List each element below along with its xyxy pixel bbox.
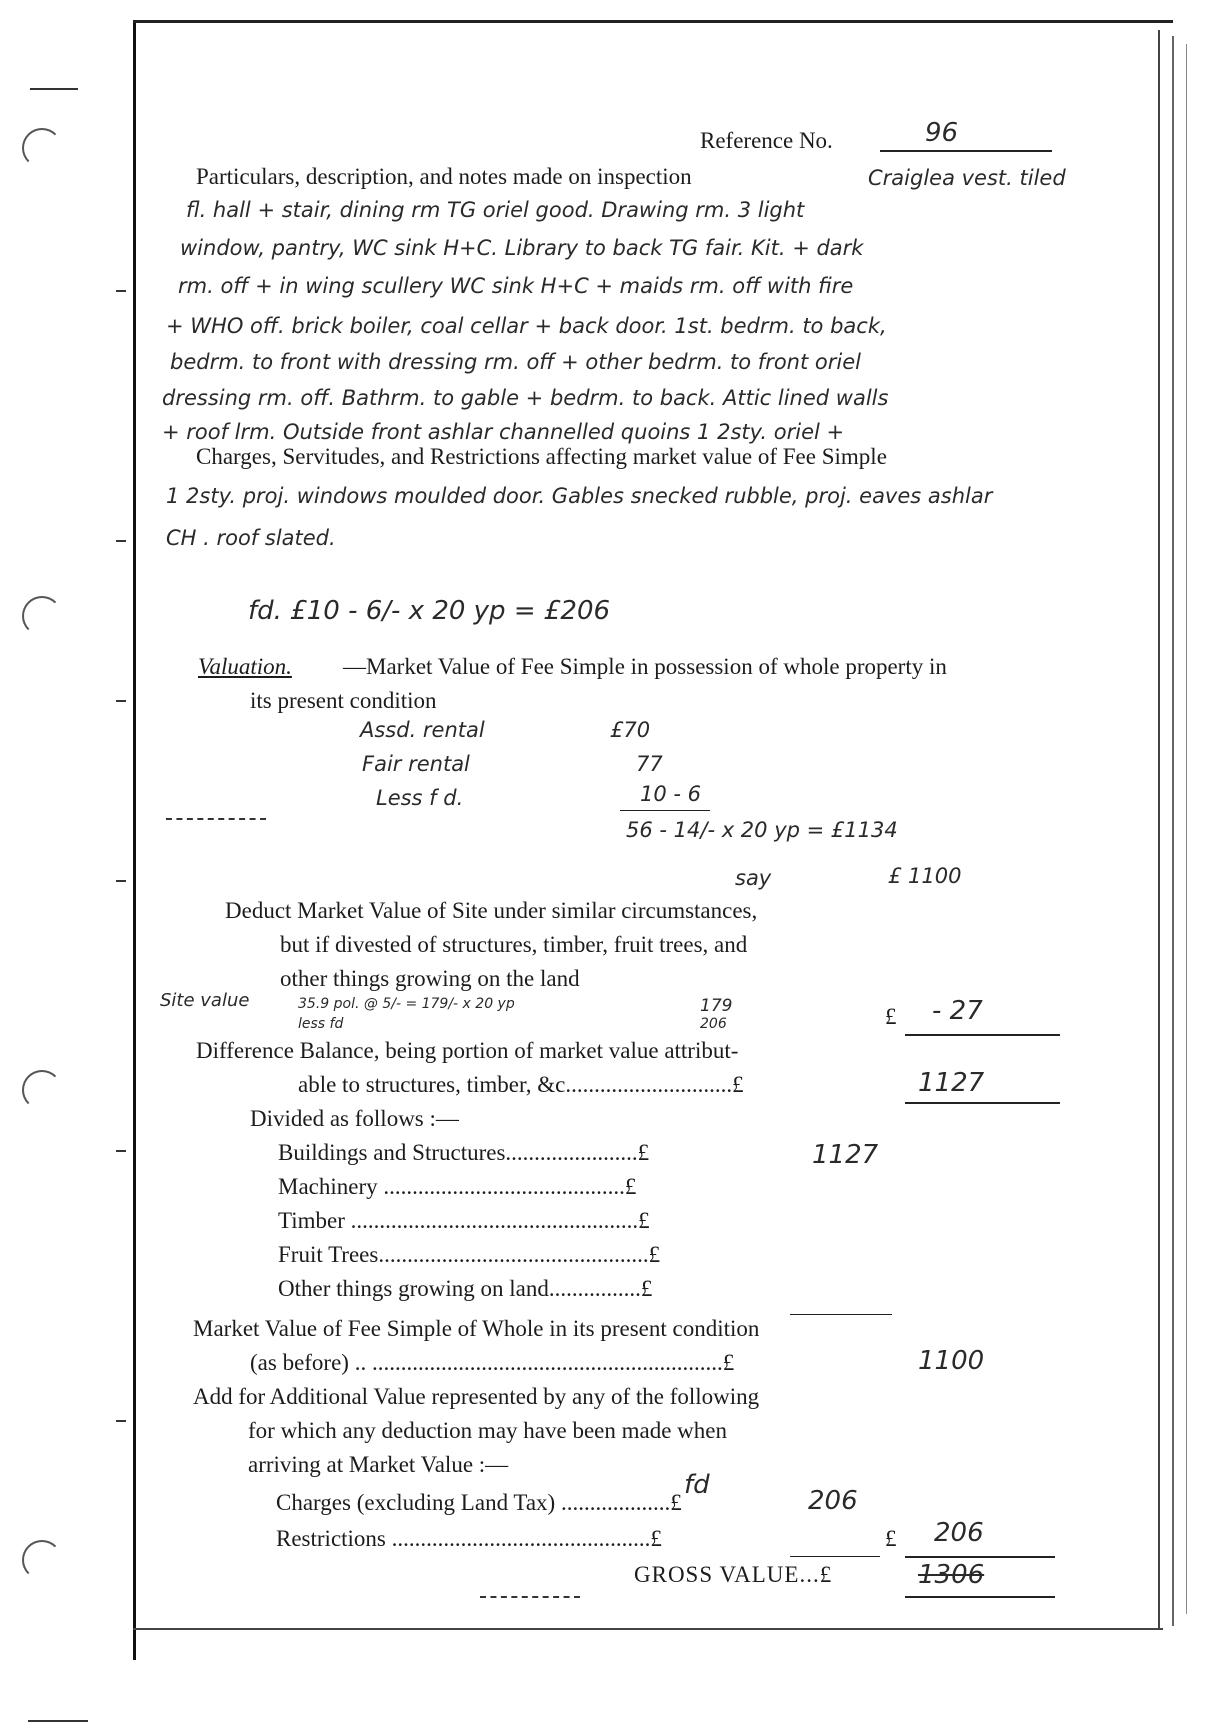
margin-tick	[116, 700, 126, 702]
valuation-result: 56 - 14/- x 20 yp = £1134	[626, 818, 898, 842]
deduct-line: other things growing on the land	[280, 966, 580, 991]
reference-underline	[880, 150, 1052, 152]
valuation-heading-text: —Market Value of Fee Simple in possession of whole property in	[343, 654, 947, 679]
feu-duty-calculation: fd. £10 - 6/- x 20 yp = £206	[248, 596, 611, 626]
charges-excluding-land-tax: Charges (excluding Land Tax) ...................£	[276, 1490, 682, 1515]
market-whole-line: (as before) .. .............................................................£	[250, 1350, 735, 1375]
difference-underline	[905, 1102, 1060, 1104]
divided-item: Buildings and Structures.......................£	[278, 1140, 650, 1165]
restrictions-underline	[790, 1556, 880, 1557]
binder-mark	[30, 88, 78, 90]
punch-hole	[22, 1070, 62, 1110]
charges-handwritten-line: 1 2sty. proj. windows moulded door. Gables snecked rubble, proj. eaves ashlar	[166, 484, 993, 508]
difference-line: able to structures, timber, &c.............................£	[298, 1072, 744, 1097]
divided-item-value: 1127	[812, 1140, 879, 1170]
page-right-edge	[1172, 36, 1174, 1626]
deduct-underline	[905, 1034, 1060, 1036]
market-whole-line: Market Value of Fee Simple of Whole in its present condition	[193, 1316, 760, 1341]
particulars-handwritten-line: + WHO off. brick boiler, coal cellar + back door. 1st. bedrm. to back,	[166, 314, 887, 338]
valuation-calc-label: Assd. rental	[360, 718, 485, 742]
additional-line: Add for Additional Value represented by any of the following	[193, 1384, 760, 1409]
deduct-line: Deduct Market Value of Site under similar circumstances,	[225, 898, 758, 923]
gross-underline	[905, 1596, 1055, 1598]
particulars-label: Particulars, description, and notes made on inspection	[196, 164, 692, 189]
market-whole-amount: 1100	[918, 1346, 985, 1376]
deduct-currency: £	[885, 1004, 897, 1029]
gross-value-amount: 1306	[918, 1560, 985, 1590]
additional-total-currency: £	[885, 1526, 897, 1551]
margin-tick	[116, 1150, 126, 1152]
valuation-calc-value: £70	[610, 718, 651, 742]
particulars-handwritten-line: bedrm. to front with dressing rm. off + other bedrm. to front oriel	[170, 350, 861, 374]
punch-hole	[22, 1540, 62, 1580]
deduct-amount: - 27	[932, 996, 983, 1026]
page-left-border	[133, 20, 136, 1660]
reference-label: Reference No.	[700, 128, 833, 153]
gross-value-label: GROSS VALUE...£	[634, 1562, 833, 1587]
particulars-handwritten-line: rm. off + in wing scullery WC sink H+C + maids rm. off with fire	[178, 274, 854, 298]
difference-amount: 1127	[918, 1068, 985, 1098]
site-value-calc: 35.9 pol. @ 5/- = 179/- x 20 yp	[298, 996, 515, 1012]
valuation-heading-line2: its present condition	[250, 688, 437, 713]
page-right-edge	[1158, 30, 1160, 1630]
margin-tick	[116, 290, 126, 292]
margin-tick	[116, 880, 126, 882]
particulars-handwritten-line: dressing rm. off. Bathrm. to gable + bedrm. to back. Attic lined walls	[162, 386, 889, 410]
divided-item: Fruit Trees...............................................£	[278, 1242, 661, 1267]
calc-subtotal-rule	[620, 810, 710, 811]
site-value-calc: less fd	[298, 1016, 344, 1032]
charges-value: 206	[808, 1486, 858, 1516]
say-value: £ 1100	[888, 864, 962, 888]
particulars-handwritten-line: + roof lrm. Outside front ashlar channelled quoins 1 2sty. oriel +	[162, 420, 845, 444]
faint-line	[166, 818, 266, 820]
valuation-calc-value: 10 - 6	[640, 782, 702, 806]
additional-line: for which any deduction may have been made when	[248, 1418, 727, 1443]
faint-line	[480, 1596, 580, 1598]
divided-item: Timber ..................................................£	[278, 1208, 650, 1233]
particulars-handwritten-line: fl. hall + stair, dining rm TG oriel good. Drawing rm. 3 light	[186, 198, 805, 222]
valuation-calc-label: Less f d.	[376, 786, 464, 810]
valuation-heading: Valuation.	[198, 654, 292, 679]
additional-line: arriving at Market Value :—	[248, 1452, 509, 1477]
divided-item: Machinery ..........................................£	[278, 1174, 637, 1199]
difference-line: Difference Balance, being portion of market value attribut-	[196, 1038, 739, 1063]
page-right-edge	[1186, 44, 1187, 1614]
charges-label: Charges, Servitudes, and Restrictions affecting market value of Fee Simple	[196, 444, 887, 469]
restrictions-label: Restrictions .............................................£	[276, 1526, 662, 1551]
deduct-line: but if divested of structures, timber, fruit trees, and	[280, 932, 748, 957]
additional-total-value: 206	[934, 1518, 984, 1548]
charges-note: fd	[684, 1470, 710, 1500]
page-top-border	[133, 20, 1173, 23]
valuation-calc-value: 77	[636, 752, 663, 776]
reference-number: 96	[925, 118, 959, 148]
divided-label: Divided as follows :—	[250, 1106, 459, 1131]
site-figure: 179	[700, 996, 733, 1016]
site-value-label: Site value	[160, 990, 250, 1011]
additional-total-underline	[905, 1556, 1055, 1558]
say-label: say	[735, 866, 772, 890]
site-figure: 206	[700, 1016, 727, 1032]
margin-tick	[116, 540, 126, 542]
divided-total-rule	[790, 1314, 892, 1315]
punch-hole	[22, 596, 62, 636]
punch-hole	[22, 128, 62, 168]
binder-mark	[28, 1720, 88, 1722]
margin-tick	[116, 1420, 126, 1422]
page-bottom-border	[133, 1628, 1163, 1630]
particulars-handwritten-line: Craiglea vest. tiled	[868, 166, 1066, 190]
valuation-calc-label: Fair rental	[362, 752, 470, 776]
charges-handwritten-line: CH . roof slated.	[166, 526, 336, 550]
particulars-handwritten-line: window, pantry, WC sink H+C. Library to back TG fair. Kit. + dark	[180, 236, 864, 260]
divided-item: Other things growing on land................£	[278, 1276, 653, 1301]
